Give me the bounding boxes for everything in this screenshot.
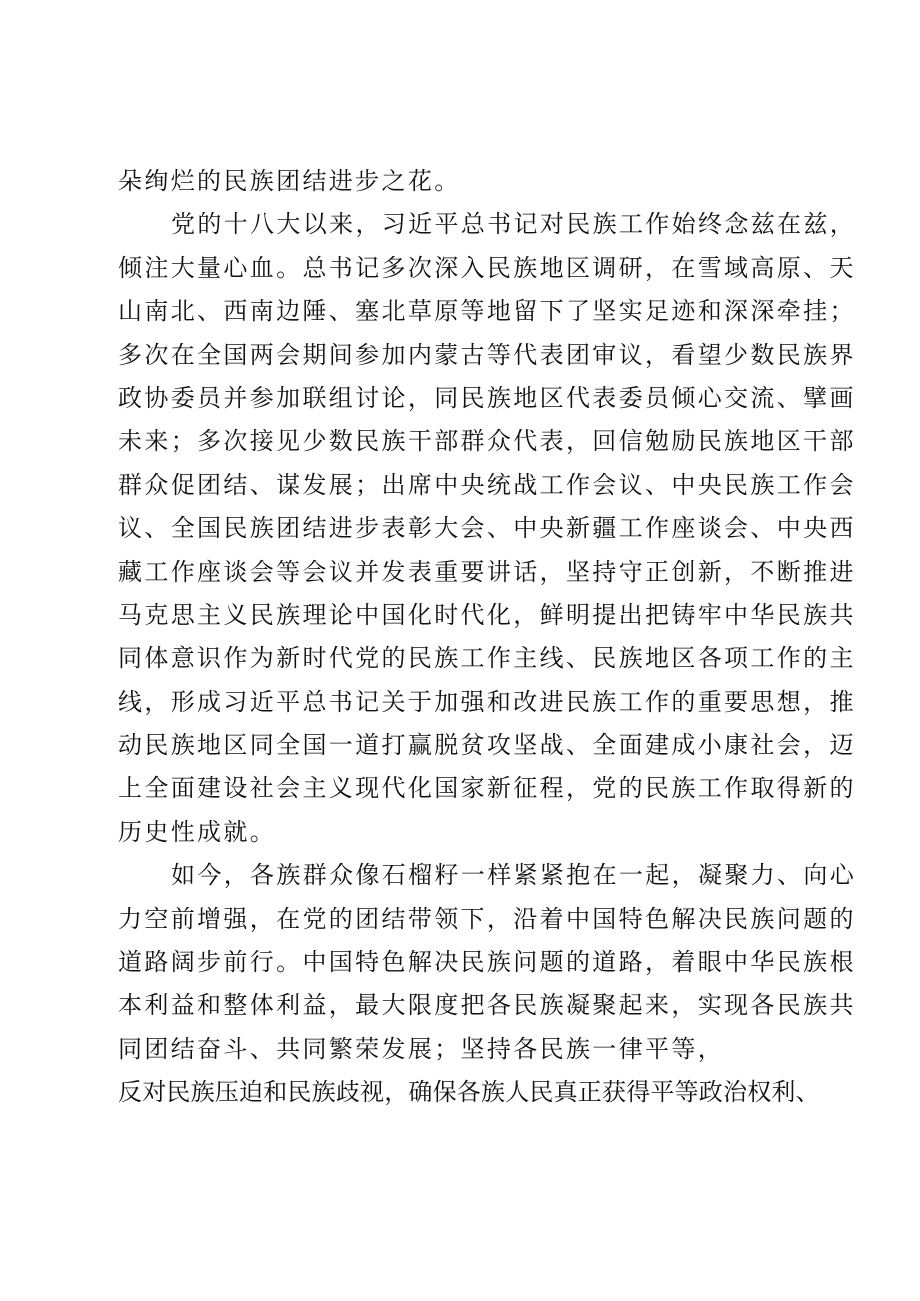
text-line: 同团结奋斗、共同繁荣发展；坚持各民族一律平等， [118, 1034, 725, 1063]
text-line: 马克思主义民族理论中国化时代化，鲜明提出把铸牢中华民族共 [118, 600, 856, 629]
text-line: 道路阔步前行。中国特色解决民族问题的道路，着眼中华民族根 [118, 948, 856, 977]
text-line: 动民族地区同全国一道打赢脱贫攻坚战、全面建成小康社会，迈 [118, 731, 856, 760]
paragraph-first-line: 党的十八大以来，习近平总书记对民族工作始终念兹在兹， [171, 210, 857, 239]
text-line: 线，形成习近平总书记关于加强和改进民族工作的重要思想，推 [118, 687, 856, 716]
text-line: 历史性成就。 [118, 817, 277, 846]
text-line: 藏工作座谈会等会议并发表重要讲话，坚持守正创新，不断推进 [118, 557, 856, 586]
text-line: 议、全国民族团结进步表彰大会、中央新疆工作座谈会、中央西 [118, 514, 856, 543]
text-line: 反对民族压迫和民族歧视，确保各族人民真正获得平等政治权利、 [118, 1078, 820, 1107]
text-line: 上全面建设社会主义现代化国家新征程，党的民族工作取得新的 [118, 774, 856, 803]
text-line: 政协委员并参加联组讨论，同民族地区代表委员倾心交流、擘画 [118, 383, 856, 412]
text-line: 朵绚烂的民族团结进步之花。 [118, 167, 461, 195]
text-line: 同体意识作为新时代党的民族工作主线、民族地区各项工作的主 [118, 644, 856, 673]
text-line: 力空前增强，在党的团结带领下，沿着中国特色解决民族问题的 [118, 904, 856, 933]
text-line: 群众促团结、谋发展；出席中央统战工作会议、中央民族工作会 [118, 470, 856, 499]
text-line: 未来；多次接见少数民族干部群众代表，回信勉励民族地区干部 [118, 427, 856, 456]
document-body [118, 160, 857, 1115]
text-line: 山南北、西南边陲、塞北草原等地留下了坚实足迹和深深牵挂； [118, 297, 856, 326]
text-line: 本利益和整体利益，最大限度把各民族凝聚起来，实现各民族共 [118, 991, 856, 1020]
text-line: 多次在全国两会期间参加内蒙古等代表团审议，看望少数民族界 [118, 340, 856, 369]
paragraph-first-line: 如今，各族群众像石榴籽一样紧紧抱在一起，凝聚力、向心 [171, 861, 857, 890]
text-line: 倾注大量心血。总书记多次深入民族地区调研，在雪域高原、天 [118, 253, 856, 282]
